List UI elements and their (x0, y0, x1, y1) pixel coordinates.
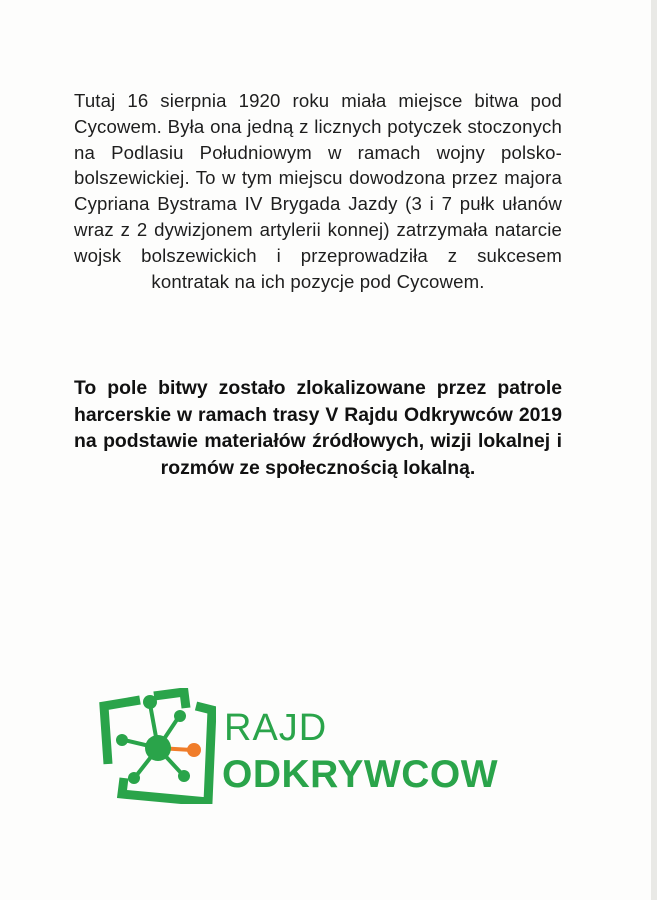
history-paragraph: Tutaj 16 sierpnia 1920 roku miała miejsce bitwa pod Cycowem. Była ona jedną z licznych potyczek stoczonych na Podlasiu Południowym w ramach wojny polsko-bolszewickiej. To w tym miejscu dowodzona przez majora Cypriana Bystrama IV Brygada Jazdy (3 i 7 pułk ułanów wraz z 2 dywizjonem artylerii konnej) zatrzymała natarcie wojsk bolszewickich i przeprowadziła z sukcesem kontratak na ich pozycje pod Cycowem. (74, 90, 562, 292)
logo-title-line-1: RAJD (224, 707, 328, 749)
logo-title-line-2: ODKRYWCOW (222, 753, 499, 796)
info-paragraph: To pole bitwy zostało zlokalizowane przez patrole harcerskie w ramach trasy V Rajdu Odkrywców 2019 na podstawie materiałów źródłowych, wizji lokalnej i rozmów ze społecznością lokalną. (74, 377, 562, 479)
molecule-network-icon (96, 688, 216, 804)
